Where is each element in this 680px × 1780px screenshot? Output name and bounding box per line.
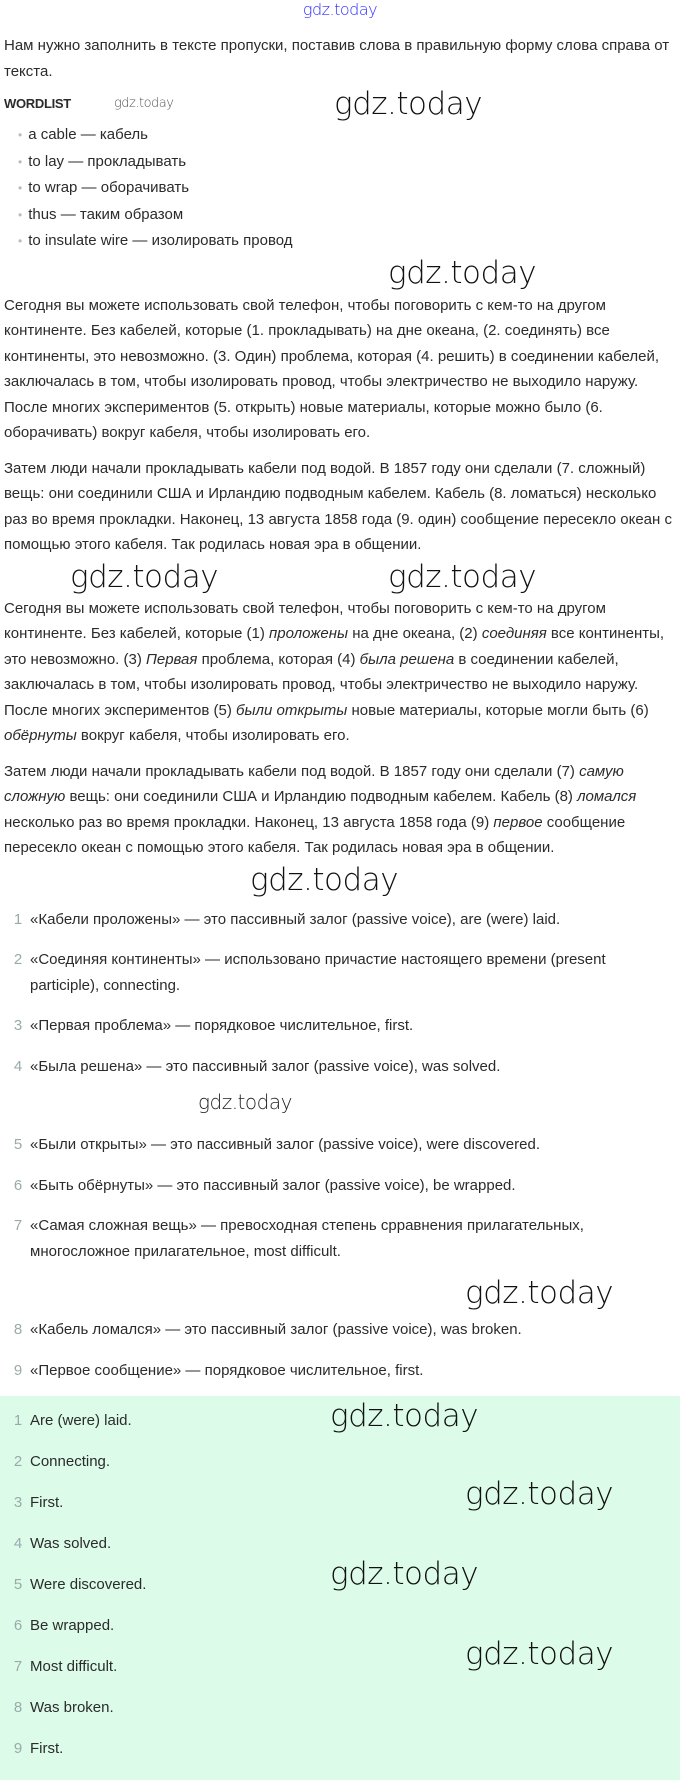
item-text: «Быть обёрнуты» — это пассивный залог (passive voice), be wrapped.: [30, 1176, 516, 1194]
watermark-row: [4, 1086, 676, 1124]
answer-item: [4, 1729, 676, 1770]
filled-answer: ломался: [577, 788, 637, 805]
filled-paragraph: [4, 759, 676, 861]
watermark: gdz.today: [388, 254, 537, 291]
explanation-item: [4, 1350, 676, 1391]
wordlist: [4, 122, 676, 255]
item-text: «Первая проблема» — порядковое числительное, first.: [30, 1017, 414, 1034]
item-number: 6: [13, 1176, 23, 1194]
item-number: 3: [13, 1017, 23, 1034]
item-number: 2: [13, 951, 23, 968]
explanation-item: [4, 939, 676, 1005]
answer-item: [4, 1688, 676, 1729]
top-watermark-wrap: [0, 0, 680, 20]
filled-answer: проложены: [269, 625, 349, 642]
explanation-item: [4, 899, 676, 940]
watermark: gdz.today: [465, 1275, 614, 1311]
text-segment: вещь: они соединили США и Ирландию подводным кабелем. Кабель (8): [65, 788, 578, 805]
item-number: 5: [13, 1576, 23, 1593]
wordlist-item: • to insulate wire — изолировать провод: [18, 228, 676, 255]
task-intro: Нам нужно заполнить в тексте пропуски, поставив слова в правильную форму слова справа от текста.: [4, 37, 670, 80]
item-text: «Кабели проложены» — это пассивный залог (passive voice), are (were) laid.: [30, 910, 561, 928]
wordlist-header: [4, 86, 676, 122]
filled-answer: соединяя: [481, 625, 547, 642]
watermark: gdz.today: [465, 1476, 614, 1512]
wordlist-item: • a cable — кабель: [18, 122, 676, 149]
filled-paragraph: [4, 596, 676, 749]
item-number: 1: [13, 1412, 23, 1429]
explanation-item: [4, 1205, 676, 1271]
wordlist-item: • thus — таким образом: [18, 202, 676, 229]
item-text: Be wrapped.: [30, 1617, 115, 1634]
text-segment: в соединении кабелей, заключалась в том, чтобы изолировать провод, чтобы электричество не выходило наружу. После многих экспериментов (5): [4, 650, 639, 719]
item-text: Are (were) laid.: [30, 1412, 132, 1429]
watermark: gdz.today: [334, 86, 483, 122]
watermark: gdz.today: [330, 1556, 479, 1592]
filled-answer: Первая: [146, 650, 198, 668]
filled-answer: самую сложную: [4, 762, 624, 805]
item-text: Connecting.: [30, 1453, 111, 1470]
task-paragraph: Затем люди начали прокладывать кабели под водой. В 1857 году они сделали (7. сложный) вещь: они соединили США и Ирландию подводным кабелем. Кабель (8. ломаться) несколько раз во время прокладки. Наконец, 13 августа 1858 года (9. один) сообщение пересекло океан с помощью этого кабеля. Так родилась новая эра в общении.: [4, 459, 672, 553]
explanation-item: [4, 1046, 676, 1087]
text-segment: на дне океана, (2): [348, 625, 482, 642]
watermark-row: [4, 861, 676, 899]
explanations-list: [4, 899, 676, 1391]
item-text: «Первое сообщение» — порядковое числительное, first.: [30, 1361, 424, 1379]
item-number: 9: [13, 1740, 23, 1757]
item-number: 4: [13, 1057, 23, 1075]
explanation-item: [4, 1309, 676, 1350]
explanation-item: [4, 1124, 676, 1165]
wordlist-item: • to wrap — оборачивать: [18, 175, 676, 202]
wordlist-title: WORDLIST: [4, 96, 71, 111]
item-text: First.: [30, 1494, 64, 1511]
watermark: gdz.today: [302, 0, 378, 19]
item-number: 5: [13, 1136, 23, 1153]
text-segment: сообщение пересекло океан с помощью этого кабеля. Так родилась новая эра в общении.: [4, 813, 626, 856]
item-number: 1: [13, 910, 23, 928]
filled-answer: первое: [493, 813, 543, 831]
item-text: «Были открыты» — это пассивный залог (passive voice), were discovered.: [30, 1136, 540, 1153]
watermark: gdz.today: [198, 1090, 292, 1114]
wordlist-item: • to lay — прокладывать: [18, 149, 676, 176]
item-text: Were discovered.: [30, 1576, 147, 1593]
item-text: «Была решена» — это пассивный залог (passive voice), was solved.: [30, 1057, 501, 1075]
item-number: 8: [13, 1699, 23, 1716]
item-text: Was broken.: [30, 1699, 114, 1716]
item-text: Most difficult.: [30, 1658, 118, 1675]
text-segment: несколько раз во время прокладки. Наконец, 13 августа 1858 года (9): [4, 813, 494, 831]
text-segment: вокруг кабеля, чтобы изолировать его.: [76, 727, 350, 744]
item-number: 9: [13, 1361, 23, 1379]
item-number: 3: [13, 1494, 23, 1511]
item-text: «Кабель ломался» — это пассивный залог (passive voice), was broken.: [30, 1321, 522, 1338]
explanation-item: [4, 1165, 676, 1206]
text-segment: новые материалы, которые могли быть (6): [347, 701, 649, 719]
watermark: gdz.today: [330, 1398, 479, 1434]
watermark-row: [4, 1271, 676, 1309]
text-segment: проблема, которая (4): [197, 650, 360, 668]
item-text: First.: [30, 1740, 64, 1757]
item-number: 8: [13, 1321, 23, 1338]
filled-answer: обёрнуты: [4, 727, 77, 744]
watermark-row: [4, 558, 676, 596]
item-text: «Соединяя континенты» — использовано причастие настоящего времени (present participle), connecting.: [30, 951, 606, 994]
item-number: 4: [13, 1535, 23, 1552]
filled-answer: была решена: [359, 650, 455, 668]
watermark: gdz.today: [250, 861, 399, 898]
item-number: 7: [13, 1217, 23, 1234]
text-segment: Затем люди начали прокладывать кабели под водой. В 1857 году они сделали (7): [4, 762, 580, 780]
item-number: 7: [13, 1658, 23, 1675]
explanation-item: [4, 1005, 676, 1046]
item-number: 6: [13, 1617, 23, 1634]
text-segment: Сегодня вы можете использовать свой телефон, чтобы поговорить с кем-то на другом континенте. Без кабелей, которые (1): [4, 599, 606, 642]
watermark-row: [4, 255, 676, 293]
item-text: «Самая сложная вещь» — превосходная степень срравнения прилагательных, многосложное прилагательное, most difficult.: [30, 1217, 584, 1260]
watermark: gdz.today: [465, 1636, 614, 1672]
answers-block: [0, 1396, 680, 1780]
item-text: Was solved.: [30, 1535, 112, 1552]
task-paragraph: Сегодня вы можете использовать свой телефон, чтобы поговорить с кем-то на другом континенте. Без кабелей, которые (1. прокладывать) на дне океана, (2. соединять) все континенты, это невозможно. (3. Один) проблема, которая (4. решить) в соединении кабелей, заключалась в том, чтобы изолировать провод, чтобы электричество не выходило наружу. После многих экспериментов (5. открыть) новые материалы, которые можно было (6. оборачивать) вокруг кабеля, чтобы изолировать его.: [4, 296, 660, 441]
watermark: gdz.today: [388, 558, 537, 595]
filled-answer: были открыты: [236, 701, 348, 719]
watermark: gdz.today: [114, 96, 174, 111]
text-segment: все континенты, это невозможно. (3): [4, 625, 665, 668]
watermark: gdz.today: [70, 558, 219, 595]
item-number: 2: [13, 1453, 23, 1470]
